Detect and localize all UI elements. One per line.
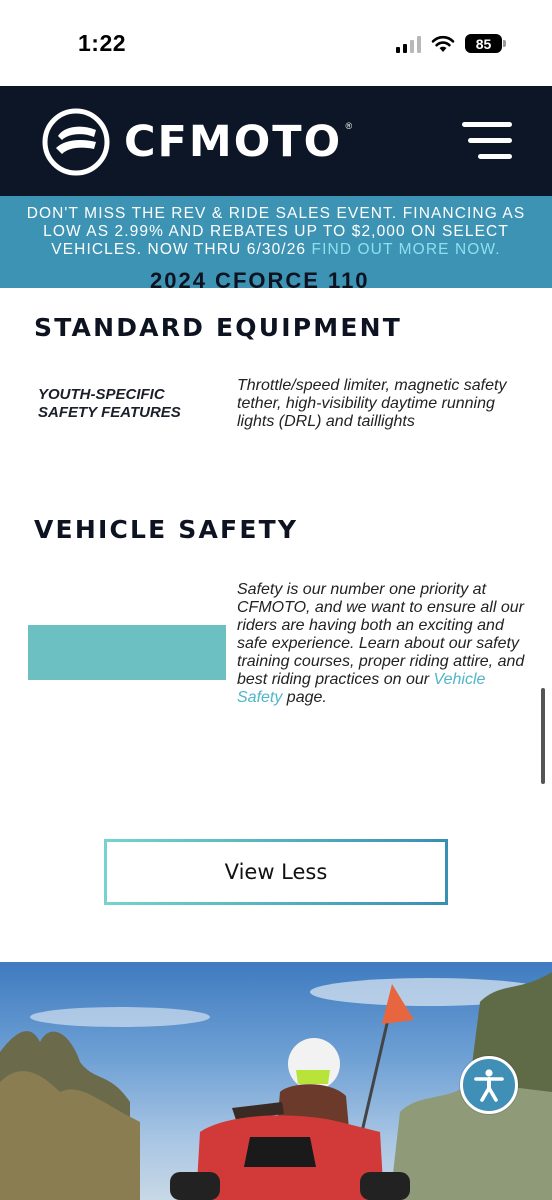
safety-media-placeholder bbox=[28, 625, 226, 680]
vehicle-safety-link[interactable]: Vehicle Safety bbox=[237, 671, 486, 706]
battery-level: 85 bbox=[475, 35, 492, 52]
battery-icon bbox=[465, 34, 502, 53]
status-time: 1:22 bbox=[78, 30, 127, 56]
cfmoto-logo-icon bbox=[42, 108, 110, 176]
hamburger-menu-icon[interactable] bbox=[460, 122, 512, 160]
site-header bbox=[0, 86, 552, 196]
brand-name: CFMOTO bbox=[124, 117, 343, 167]
scrollbar-thumb[interactable] bbox=[541, 688, 545, 784]
model-heading-text: 2024 CFORCE 110 bbox=[150, 268, 370, 293]
status-icons bbox=[396, 34, 502, 53]
promo-link[interactable]: FIND OUT MORE NOW. bbox=[311, 241, 501, 258]
spec-value: Throttle/speed limiter, magnetic safety tether, high-visibility daytime running lights (DRL) and taillights bbox=[237, 377, 507, 430]
safety-text-body: Safety is our number one priority at CFMOTO, and we want to ensure all our riders are having both an exciting and safe experience. Learn about our safety training courses, proper riding attire, and best riding practices on our bbox=[237, 581, 525, 688]
view-less-label: View Less bbox=[224, 860, 328, 884]
vehicle-safety-text bbox=[237, 581, 527, 707]
accessibility-button[interactable] bbox=[460, 1056, 518, 1114]
registered-mark: ® bbox=[345, 121, 353, 131]
accessibility-icon bbox=[471, 1067, 507, 1103]
status-bar bbox=[0, 0, 552, 86]
cfmoto-logo[interactable] bbox=[42, 108, 353, 176]
promo-text: DON'T MISS THE REV & RIDE SALES EVENT. FINANCING AS LOW AS 2.99% AND REBATES UP TO $2,000 ON SELECT VEHICLES. NOW THRU 6/30/26 bbox=[26, 205, 526, 258]
standard-equipment-title: STANDARD EQUIPMENT bbox=[34, 313, 402, 342]
spec-label: YOUTH-SPECIFIC SAFETY FEATURES bbox=[38, 386, 181, 421]
view-less-button[interactable] bbox=[104, 839, 448, 905]
cellular-signal-icon bbox=[396, 35, 421, 53]
vehicle-safety-title: VEHICLE SAFETY bbox=[34, 515, 299, 544]
model-heading bbox=[150, 268, 410, 293]
safety-text-after: page. bbox=[282, 689, 327, 706]
wifi-icon bbox=[431, 35, 455, 53]
